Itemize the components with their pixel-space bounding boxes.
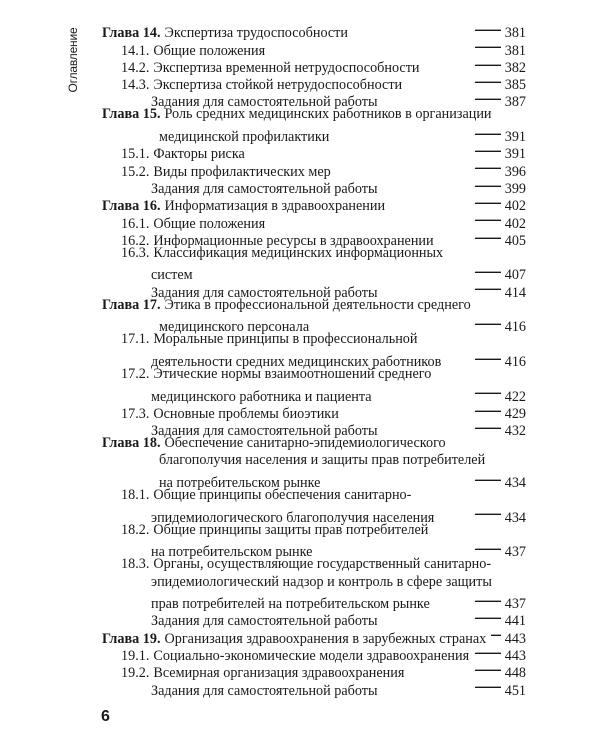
dot-leader	[383, 89, 501, 106]
page-ref: 437	[504, 596, 526, 613]
entry-title: Информационные ресурсы в здравоохранении	[153, 232, 434, 249]
entry-title: Задания для самостоятельной работы	[151, 284, 378, 301]
dot-leader	[383, 279, 501, 296]
entry-title: Задания для самостоятельной работы	[151, 682, 378, 699]
entry-title: Основные проблемы биоэтики	[153, 405, 339, 422]
entry-text	[159, 452, 485, 469]
entry-text	[121, 164, 331, 181]
page-ref: 416	[504, 319, 526, 336]
toc-chapter-entry	[102, 20, 526, 42]
entry-title: Организация здравоохранения в зарубежных странах	[164, 630, 487, 647]
dot-leader	[317, 539, 500, 556]
entry-text	[121, 366, 431, 383]
dot-leader	[435, 591, 501, 608]
entry-text	[121, 406, 339, 423]
running-header-side	[66, 18, 80, 102]
page-ref: 405	[504, 232, 526, 249]
page-ref: 385	[504, 77, 526, 94]
section-number: 15.1.	[121, 146, 150, 163]
dot-leader	[390, 193, 501, 210]
entry-title: Общие принципы защиты прав потребителей	[153, 521, 429, 538]
entry-title: Социально-экономические модели здравоохранения	[153, 647, 470, 664]
page-ref: 396	[504, 163, 526, 180]
chapter-number: Глава 18.	[102, 435, 161, 452]
page-ref: 381	[504, 42, 526, 59]
entry-title: Общие принципы обеспечения санитарно-	[153, 487, 412, 504]
entry-title: деятельности средних медицинских работников	[151, 353, 442, 370]
dot-leader	[353, 20, 501, 37]
entry-text	[102, 631, 486, 648]
toc-chapter-entry	[102, 106, 526, 123]
entry-title: благополучия населения и защиты прав потребителей	[159, 452, 486, 469]
toc-entry-line	[102, 487, 526, 504]
dot-leader	[446, 349, 500, 366]
dot-leader	[491, 625, 500, 642]
entry-title: Информатизация в здравоохранении	[164, 198, 386, 215]
entry-title: Роль средних медицинских работников в организации	[164, 106, 492, 123]
page-ref: 443	[504, 630, 526, 647]
dot-leader	[334, 124, 500, 141]
page-ref: 448	[504, 665, 526, 682]
dot-leader	[250, 141, 501, 158]
entry-title: Классификация медицинских информационных	[153, 244, 444, 261]
entry-text	[151, 574, 492, 591]
toc-entry-line	[102, 522, 526, 539]
section-number: 14.3.	[121, 77, 150, 94]
toc-entry-line	[102, 504, 526, 526]
section-number: 16.1.	[121, 215, 150, 232]
entry-title: систем	[151, 267, 193, 284]
toc-entry-line	[102, 366, 526, 383]
chapter-number: Глава 17.	[102, 296, 161, 313]
entry-text	[121, 43, 265, 60]
toc-entry-line	[102, 124, 526, 146]
entry-text	[151, 181, 378, 198]
toc-entry-line	[102, 539, 526, 561]
dot-leader	[383, 176, 501, 193]
entry-text	[121, 245, 443, 262]
toc-entry-line	[102, 574, 526, 591]
page-ref: 441	[504, 613, 526, 630]
entry-title: Общие положения	[153, 215, 266, 232]
entry-title: медицинского персонала	[159, 319, 310, 336]
entry-text	[121, 77, 402, 94]
table-of-contents	[102, 20, 526, 699]
entry-title: Моральные принципы в профессиональной	[153, 331, 418, 348]
entry-text	[151, 613, 378, 630]
dot-leader	[409, 660, 500, 677]
section-number: 16.2.	[121, 232, 150, 249]
entry-text	[151, 267, 193, 284]
page-ref: 387	[504, 94, 526, 111]
toc-entry-line	[102, 470, 526, 492]
entry-text	[102, 435, 446, 452]
toc-entry-line	[102, 314, 526, 336]
toc-entry-line	[102, 245, 526, 262]
dot-leader	[270, 210, 501, 227]
dot-leader	[474, 643, 501, 660]
page-ref: 451	[504, 682, 526, 699]
entry-title: Этика в профессиональной деятельности среднего	[164, 296, 471, 313]
entry-text	[121, 216, 265, 233]
dot-leader	[336, 158, 501, 175]
page-ref: 381	[504, 25, 526, 42]
page-ref: 391	[504, 129, 526, 146]
page-ref: 434	[504, 509, 526, 526]
dot-leader	[198, 262, 501, 279]
entry-title: Факторы риска	[153, 146, 245, 163]
entry-title: Задания для самостоятельной работы	[151, 613, 378, 630]
page-ref: 422	[504, 388, 526, 405]
dot-leader	[325, 470, 500, 487]
page-ref: 434	[504, 475, 526, 492]
section-number: 15.2.	[121, 163, 150, 180]
entry-title: на потребительском рынке	[151, 544, 313, 561]
entry-text	[151, 683, 378, 700]
entry-title: Экспертиза временной нетрудоспособности	[153, 59, 420, 76]
toc-entry-line	[102, 556, 526, 573]
section-number: 17.1.	[121, 331, 150, 348]
entry-text	[121, 60, 420, 77]
entry-title: медицинского работника и пациента	[151, 388, 372, 405]
dot-leader	[377, 383, 501, 400]
page-ref: 443	[504, 647, 526, 664]
toc-entry-line	[102, 262, 526, 284]
page-number: 6	[101, 708, 110, 725]
entry-title: Обеспечение санитарно-эпидемиологического	[164, 435, 446, 452]
entry-title: эпидемиологического благополучия населения	[151, 509, 435, 526]
entry-text	[121, 556, 491, 573]
toc-chapter-entry	[102, 297, 526, 314]
entry-title: Органы, осуществляющие государственный санитарно-	[153, 556, 492, 573]
page-ref: 391	[504, 146, 526, 163]
page-ref: 429	[504, 405, 526, 422]
dot-leader	[314, 314, 501, 331]
toc-entry-line	[102, 331, 526, 348]
entry-title: Задания для самостоятельной работы	[151, 94, 378, 111]
section-number: 19.1.	[121, 647, 150, 664]
entry-text	[121, 522, 428, 539]
chapter-number: Глава 14.	[102, 25, 161, 42]
page-ref: 399	[504, 180, 526, 197]
section-number: 18.2.	[121, 521, 150, 538]
entry-text	[102, 106, 492, 123]
entry-title: Общие положения	[153, 42, 266, 59]
entry-text	[151, 389, 372, 406]
entry-text	[102, 297, 471, 314]
entry-text	[121, 665, 404, 682]
page-ref: 432	[504, 423, 526, 440]
dot-leader	[407, 72, 501, 89]
dot-leader	[439, 504, 500, 521]
dot-leader	[270, 37, 501, 54]
dot-leader	[425, 55, 501, 72]
entry-title: Экспертиза трудоспособности	[164, 25, 348, 42]
entry-text	[121, 487, 411, 504]
entry-title: прав потребителей на потребительском рынке	[151, 596, 430, 613]
dot-leader	[344, 401, 501, 418]
toc-entry-line	[102, 383, 526, 405]
chapter-number: Глава 19.	[102, 630, 161, 647]
entry-title: Задания для самостоятельной работы	[151, 180, 378, 197]
toc-entry-line	[102, 591, 526, 613]
dot-leader	[383, 608, 501, 625]
section-number: 18.1.	[121, 487, 150, 504]
section-number: 18.3.	[121, 556, 150, 573]
entry-text	[121, 331, 418, 348]
entry-title: Виды профилактических мер	[153, 163, 331, 180]
page-ref: 416	[504, 353, 526, 370]
dot-leader	[383, 418, 501, 435]
chapter-number: Глава 15.	[102, 106, 161, 123]
page-ref: 402	[504, 215, 526, 232]
toc-entry-line	[102, 452, 526, 469]
dot-leader	[439, 228, 501, 245]
page-ref: 382	[504, 59, 526, 76]
section-number: 17.3.	[121, 405, 150, 422]
entry-text	[121, 146, 245, 163]
toc-chapter-entry	[102, 435, 526, 452]
section-number: 14.2.	[121, 59, 150, 76]
chapter-number: Глава 16.	[102, 198, 161, 215]
entry-title: Экспертиза стойкой нетрудоспособности	[153, 77, 403, 94]
section-label: Оглавление	[66, 27, 80, 93]
section-number: 14.1.	[121, 42, 150, 59]
section-number: 16.3.	[121, 244, 150, 261]
entry-title: Всемирная организация здравоохранения	[153, 665, 405, 682]
section-number: 19.2.	[121, 665, 150, 682]
page-ref: 414	[504, 284, 526, 301]
entry-title: эпидемиологический надзор и контроль в сфере защиты	[151, 573, 492, 590]
page-ref: 407	[504, 267, 526, 284]
entry-title: Этические нормы взаимоотношений среднего	[153, 365, 432, 382]
toc-entry-line	[102, 349, 526, 370]
dot-leader	[383, 677, 501, 694]
page-ref: 437	[504, 544, 526, 561]
page-ref: 402	[504, 198, 526, 215]
entry-title: на потребительском рынке	[159, 475, 321, 492]
entry-title: медицинской профилактики	[159, 129, 330, 146]
entry-title: Задания для самостоятельной работы	[151, 423, 378, 440]
section-number: 17.2.	[121, 365, 150, 382]
